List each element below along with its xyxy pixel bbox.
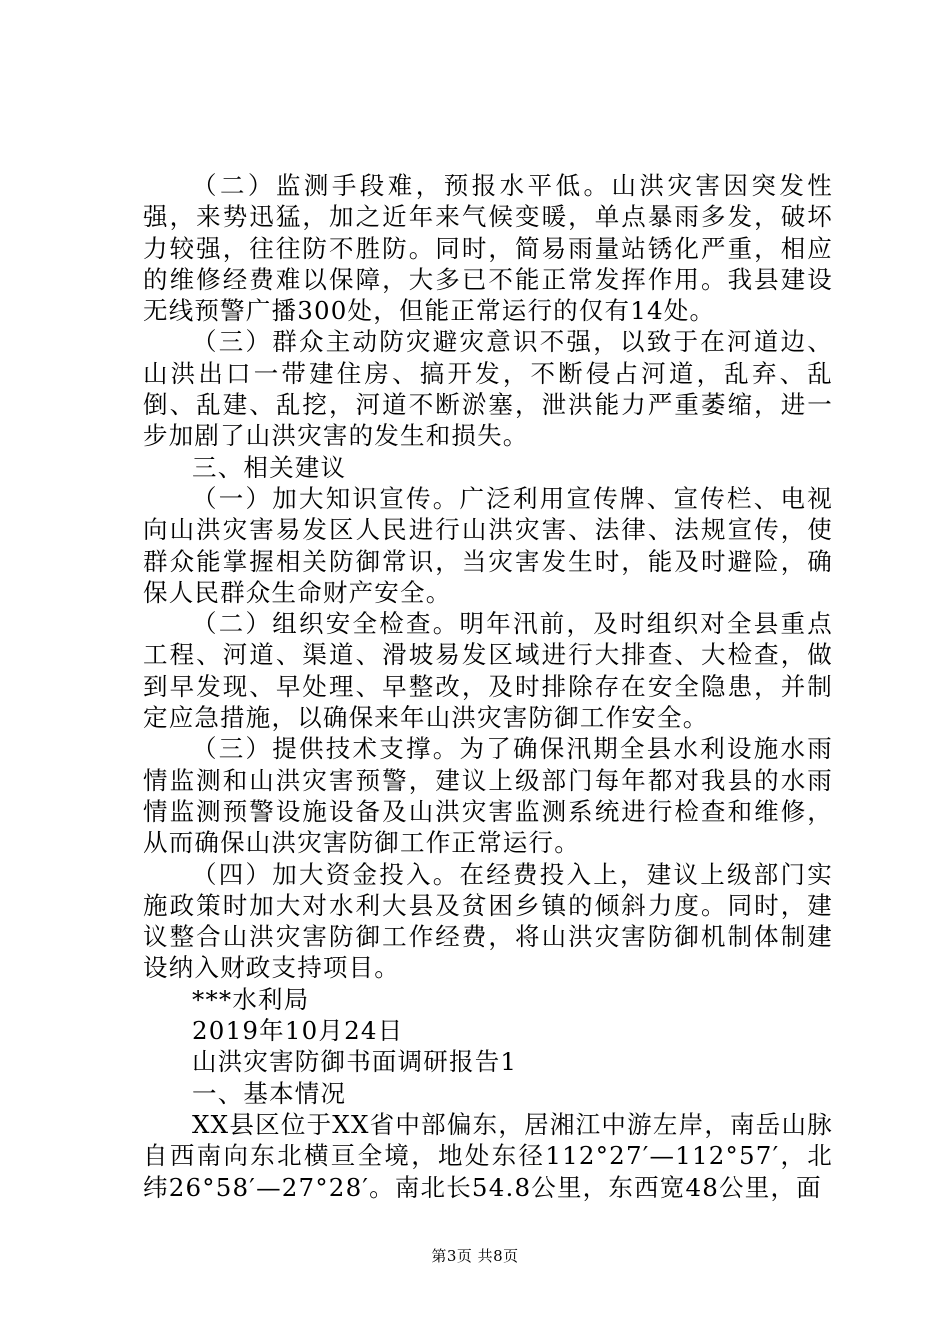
- section-heading-suggestions: 三、相关建议: [192, 452, 347, 482]
- report-title: 山洪灾害防御书面调研报告1: [192, 1047, 518, 1077]
- paragraph-knowledge-publicity: （一）加大知识宣传。广泛利用宣传牌、宣传栏、电视向山洪灾害易发区人民进行山洪灾害、法律、法规宣传，使群众能掌握相关防御常识，当灾害发生时，能及时避险，确保人民群众生命财产安全。: [143, 483, 833, 607]
- date-line: 2019年10月24日: [192, 1016, 404, 1046]
- paragraph-safety-inspection: （二）组织安全检查。明年汛前，及时组织对全县重点工程、河道、渠道、滑坡易发区域进行大排查、大检查，做到早发现、早处理、早整改，及时排除存在安全隐患，并制定应急措施，以确保来年山洪灾害防御工作安全。: [143, 609, 833, 733]
- paragraph-county-overview: XX县区位于XX省中部偏东，居湘江中游左岸，南岳山脉自西南向东北横亘全境，地处东径112°27′—112°57′，北纬26°58′—27°28′。南北长54.8公里，东西宽48公里，面: [143, 1109, 833, 1202]
- page-number-footer: 第3页 共8页: [431, 1247, 519, 1265]
- document-body: [143, 170, 833, 1203]
- paragraph-public-awareness: （三）群众主动防灾避灾意识不强，以致于在河道边、山洪出口一带建住房、搞开发，不断侵占河道，乱弃、乱倒、乱建、乱挖，河道不断淤塞，泄洪能力严重萎缩，进一步加剧了山洪灾害的发生和损失。: [143, 327, 833, 451]
- paragraph-funding-investment: （四）加大资金投入。在经费投入上，建议上级部门实施政策时加大对水利大县及贫困乡镇的倾斜力度。同时，建议整合山洪灾害防御工作经费，将山洪灾害防御机制体制建设纳入财政支持项目。: [143, 859, 833, 983]
- paragraph-technical-support: （三）提供技术支撑。为了确保汛期全县水利设施水雨情监测和山洪灾害预警，建议上级部门每年都对我县的水雨情监测预警设施设备及山洪灾害监测系统进行检查和维修，从而确保山洪灾害防御工作正常运行。: [143, 734, 833, 858]
- signature-line: ***水利局: [192, 984, 310, 1014]
- section-heading-basic-info: 一、基本情况: [192, 1078, 347, 1108]
- paragraph-monitoring-difficulty: （二）监测手段难，预报水平低。山洪灾害因突发性强，来势迅猛，加之近年来气候变暖，单点暴雨多发，破坏力较强，往往防不胜防。同时，简易雨量站锈化严重，相应的维修经费难以保障，大多已不能正常发挥作用。我县建设无线预警广播300处，但能正常运行的仅有14处。: [143, 171, 833, 326]
